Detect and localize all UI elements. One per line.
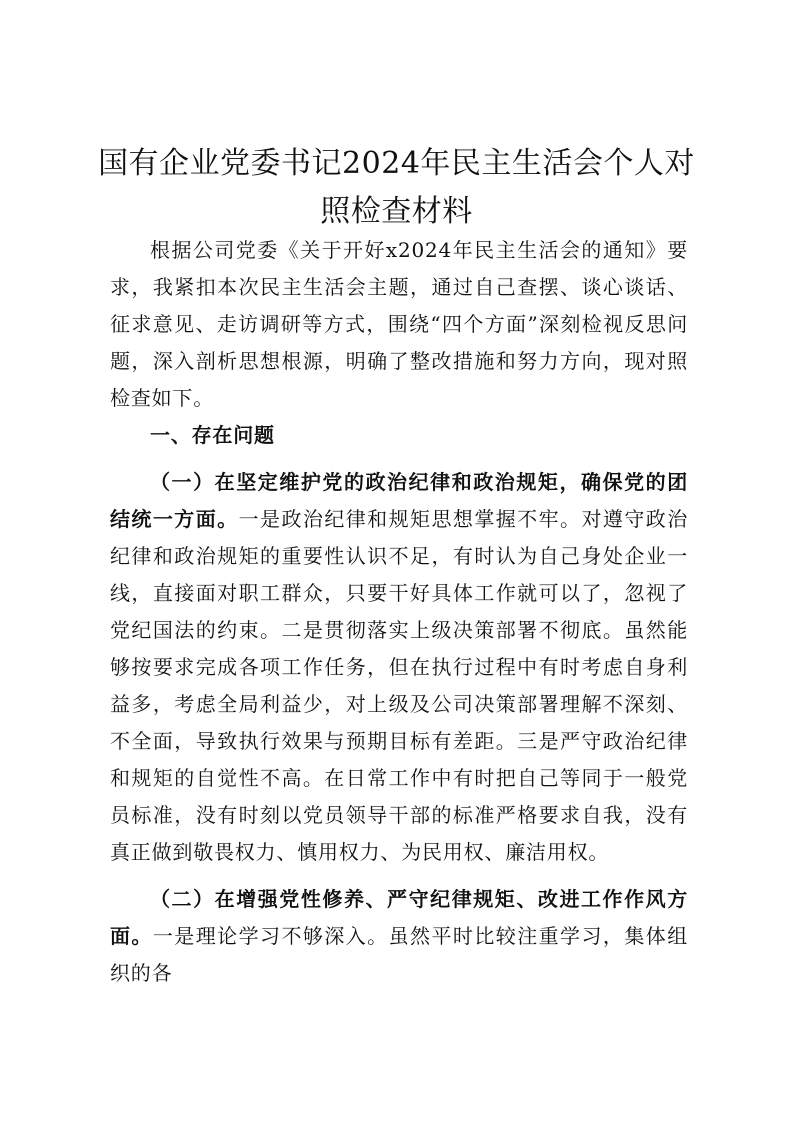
issue-text-2: 一是理论学习不够深入。虽然平时比较注重学习，集体组织的各: [110, 924, 689, 985]
intro-paragraph: 根据公司党委《关于开好x2024年民主生活会的通知》要求，我紧扣本次民主生活会主题，通过自己查摆、谈心谈话、征求意见、走访调研等方式，围绕“四个方面”深刻检视反思问题，深入剖析思想根源，明确了整改措施和努力方向，现对照检查如下。: [110, 238, 688, 410]
title-line-2: 照检查材料: [320, 194, 473, 229]
title-line-1: 国有企业党委书记2024年民主生活会个人对: [98, 146, 695, 181]
section-heading: 一、存在问题: [150, 423, 275, 447]
issue-paragraph-1: [110, 464, 688, 871]
issue-heading-1: （一）在坚定维护党的政治纪律和政治规矩，确保党的团结统一方面。: [110, 470, 688, 531]
issue-text-1: 一是政治纪律和规矩思想掌握不牢。对遵守政治纪律和政治规矩的重要性认识不足，有时认为自己身处企业一线，直接面对职工群众，只要干好具体工作就可以了，忽视了党纪国法的约束。二是贯彻落实上级决策部署不彻底。虽然能够按要求完成各项工作任务，但在执行过程中有时考虑自身利益多，考虑全局利益少，对上级及公司决策部署理解不深刻、不全面，导致执行效果与预期目标有差距。三是严守政治纪律和规矩的自觉性不高。在日常工作中有时把自己等同于一般党员标准，没有时刻以党员领导干部的标准严格要求自我，没有真正做到敬畏权力、慎用权力、为民用权、廉洁用权。: [110, 507, 688, 864]
issue-heading-2: （二）在增强党性修养、严守纪律规矩、改进工作作风方面。: [110, 887, 688, 948]
document-title: [0, 140, 793, 236]
issue-paragraph-2: [110, 881, 688, 992]
document-body: [110, 232, 688, 992]
